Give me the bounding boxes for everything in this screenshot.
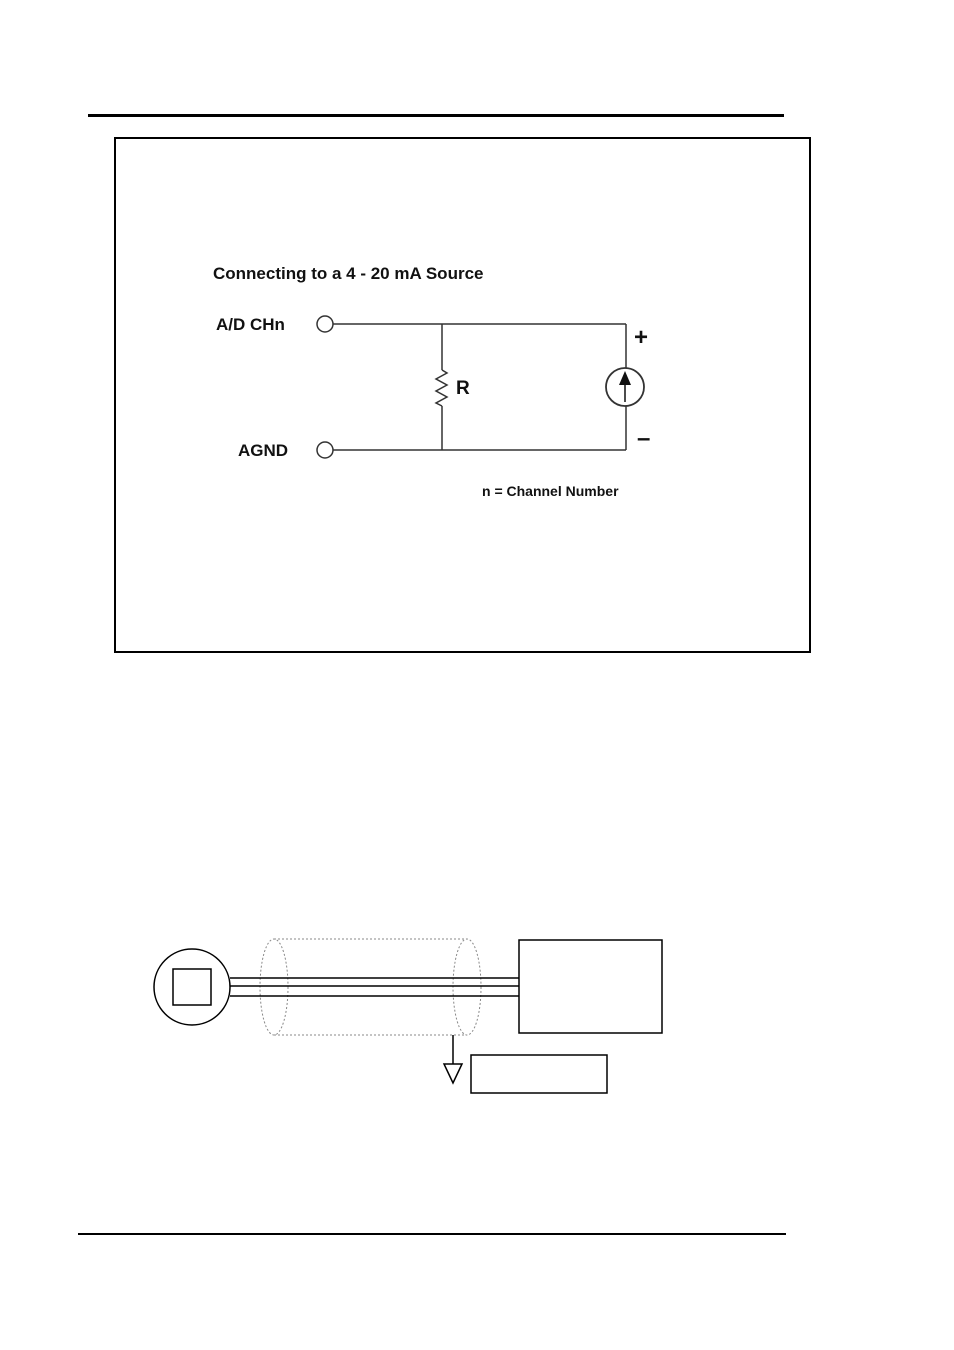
circuit-wires: [333, 324, 626, 450]
channel-note: n = Channel Number: [482, 483, 619, 499]
label-box: [471, 1055, 607, 1093]
ground-icon: [444, 1064, 462, 1083]
resistor-icon: [436, 370, 447, 406]
minus-sign: –: [637, 425, 651, 452]
sensor-box: [173, 969, 211, 1005]
footer-rule: [78, 1233, 786, 1235]
resistor-label: R: [456, 378, 470, 399]
current-source-icon: [606, 368, 644, 406]
terminal-agnd: [317, 442, 333, 458]
terminal-label-agnd: AGND: [238, 441, 289, 460]
terminal-adch: [317, 316, 333, 332]
receiver-box: [519, 940, 662, 1033]
cable-shield: [260, 939, 481, 1035]
cable-conductors: [230, 978, 519, 996]
circuit-title: Connecting to a 4 - 20 mA Source: [213, 264, 484, 283]
plus-sign: +: [634, 324, 649, 351]
terminal-label-adch: A/D CHn: [216, 315, 285, 334]
